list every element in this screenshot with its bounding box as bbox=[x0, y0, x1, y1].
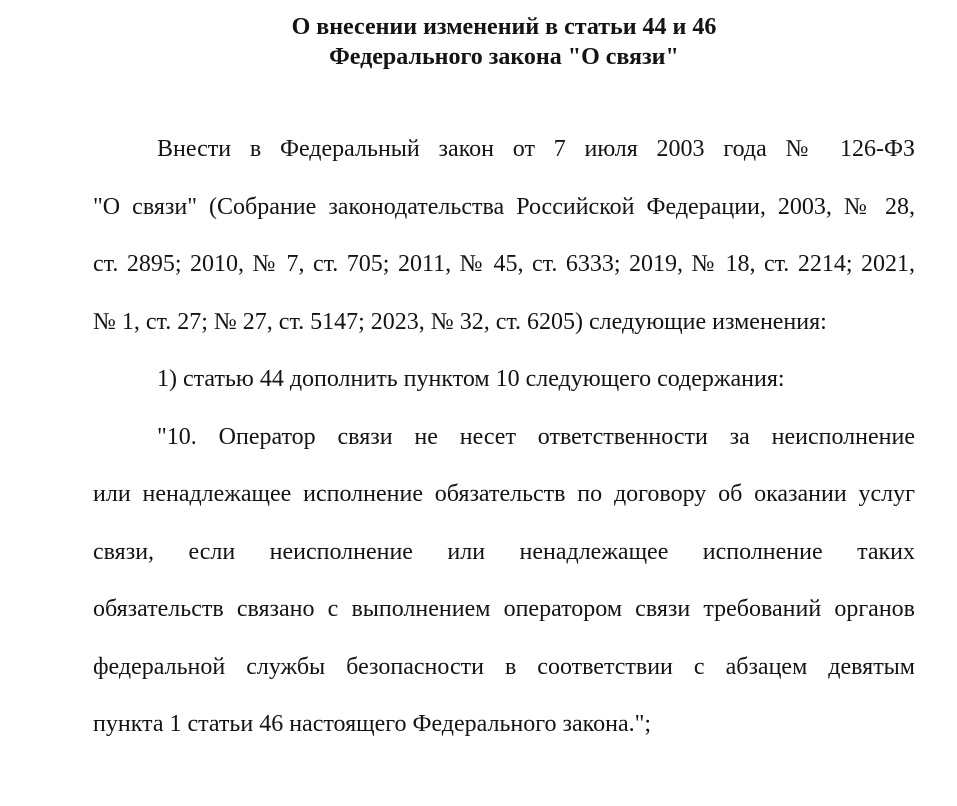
paragraph-2 bbox=[93, 351, 915, 409]
paragraph-1 bbox=[93, 121, 915, 351]
body-line: "О связи" (Собрание законодательства Российской Федерации, 2003, № 28, bbox=[93, 193, 915, 220]
body-line: ст. 2895; 2010, № 7, ст. 705; 2011, № 45, ст. 6333; 2019, № 18, ст. 2214; 2021, bbox=[93, 251, 915, 277]
body-line: федеральной службы безопасности в соответствии с абзацем девятым bbox=[93, 653, 915, 680]
body-line: пункта 1 статьи 46 настоящего Федерального закона."; bbox=[93, 711, 652, 737]
body-line: или ненадлежащее исполнение обязательств по договору об оказании услуг bbox=[93, 481, 915, 507]
body-line: "10. Оператор связи не несет ответственности за неисполнение bbox=[157, 423, 915, 450]
body-line: обязательств связано с выполнением оператором связи требований органов bbox=[93, 596, 915, 622]
paragraph-3 bbox=[93, 409, 915, 754]
title-line-1: О внесении изменений в статьи 44 и 46 bbox=[291, 14, 717, 40]
body-line: 1) статью 44 дополнить пунктом 10 следующего содержания: bbox=[157, 366, 785, 392]
document-title bbox=[93, 13, 915, 72]
body-line: № 1, ст. 27; № 27, ст. 5147; 2023, № 32, ст. 6205) следующие изменения: bbox=[93, 308, 827, 335]
body-line: связи, если неисполнение или ненадлежащее исполнение таких bbox=[93, 538, 915, 565]
document-body bbox=[93, 121, 915, 754]
title-line-2: Федерального закона "О связи" bbox=[329, 43, 679, 70]
body-line: Внести в Федеральный закон от 7 июля 2003 года № 126-ФЗ bbox=[157, 136, 915, 162]
